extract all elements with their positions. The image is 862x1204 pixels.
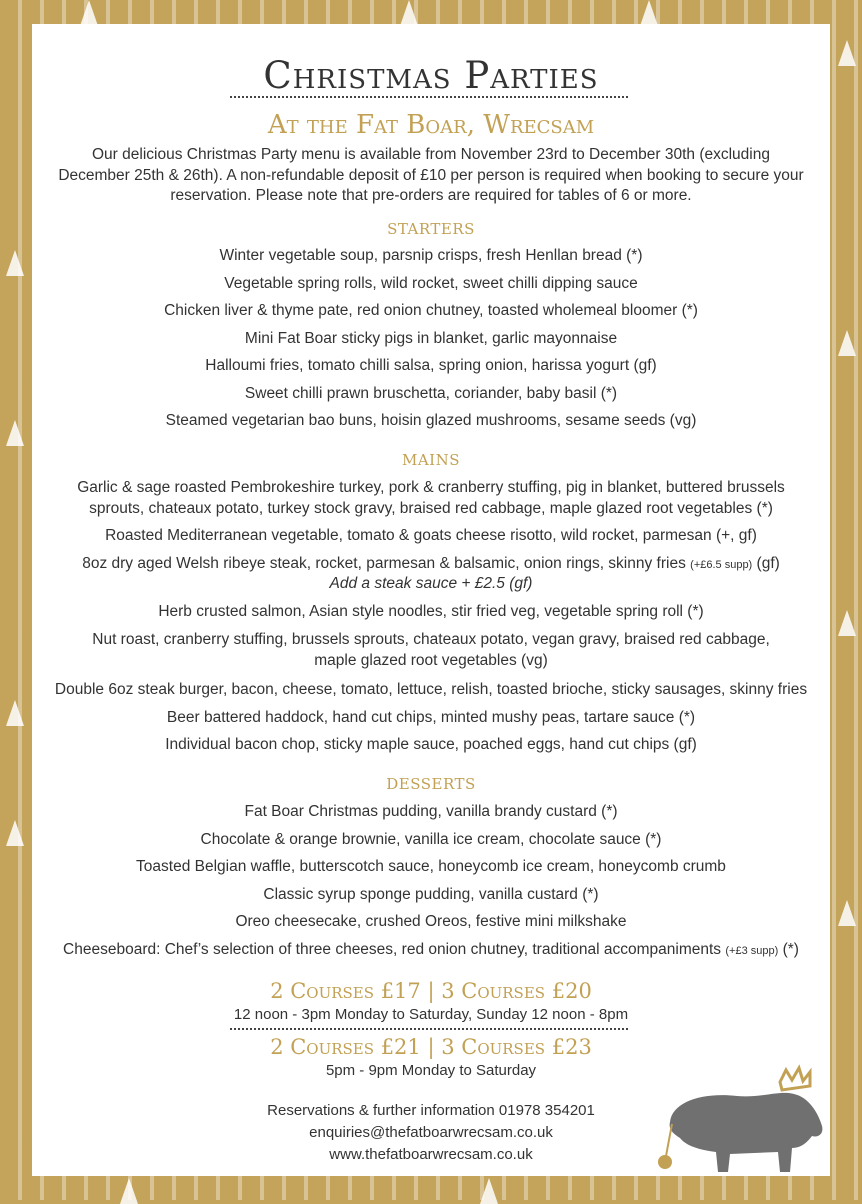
starter-item: Steamed vegetarian bao buns, hoisin glazed mushrooms, sesame seeds (vg): [165, 412, 697, 429]
steak-suffix: (gf): [756, 555, 780, 572]
dessert-item: Toasted Belgian waffle, butterscotch sauce, honeycomb ice cream, honeycomb crumb: [136, 858, 726, 875]
tree-icon: [838, 900, 856, 926]
evening-hours: 5pm - 9pm Monday to Saturday: [325, 1062, 537, 1079]
tree-icon: [6, 250, 24, 276]
main-item-steak: [32, 554, 830, 576]
starter-item: Vegetable spring rolls, wild rocket, sweet chilli dipping sauce: [224, 275, 638, 292]
contact-email[interactable]: enquiries@thefatboarwrecsam.co.uk: [309, 1124, 553, 1141]
steak-supplement: (+£6.5 supp): [690, 559, 753, 571]
steak-text: 8oz dry aged Welsh ribeye steak, rocket, parmesan & balsamic, onion rings, skinny fries: [82, 555, 686, 572]
tree-icon: [6, 700, 24, 726]
cheeseboard-suffix: (*): [782, 941, 799, 958]
lunch-hours: 12 noon - 3pm Monday to Saturday, Sunday 12 noon - 8pm: [233, 1006, 629, 1023]
main-item-turkey-line1: Garlic & sage roasted Pembrokeshire turkey, pork & cranberry stuffing, pig in blanket, buttered brussels: [77, 479, 785, 496]
menu-title: Christmas Parties: [263, 54, 599, 97]
starter-item: Sweet chilli prawn bruschetta, coriander, baby basil (*): [244, 385, 618, 402]
dessert-item: Oreo cheesecake, crushed Oreos, festive mini milkshake: [235, 913, 627, 930]
main-item-bacon-chop: Individual bacon chop, sticky maple sauce, poached eggs, hand cut chips (gf): [165, 736, 697, 753]
starter-item: Winter vegetable soup, parsnip crisps, fresh Henllan bread (*): [219, 247, 643, 264]
dessert-item: Classic syrup sponge pudding, vanilla custard (*): [263, 886, 599, 903]
boar-with-crown-icon: [652, 1064, 824, 1174]
mains-heading: MAINS: [401, 451, 461, 469]
main-item-salmon: Herb crusted salmon, Asian style noodles, stir fried veg, vegetable spring roll (*): [158, 603, 704, 620]
tree-icon: [400, 0, 418, 26]
tree-icon: [640, 0, 658, 26]
desserts-heading: DESSERTS: [386, 775, 476, 793]
tree-icon: [838, 330, 856, 356]
lunch-price: 2 Courses £17 | 3 Courses £20: [270, 979, 592, 1003]
menu-subtitle: At the Fat Boar, Wrecsam: [267, 110, 595, 140]
steak-sauce-note: Add a steak sauce + £2.5 (gf): [329, 575, 533, 592]
tree-icon: [6, 420, 24, 446]
tree-icon: [838, 40, 856, 66]
main-item-burger: Double 6oz steak burger, bacon, cheese, tomato, lettuce, relish, toasted brioche, sticky sausages, skinny fries: [54, 681, 808, 698]
main-item-nut-roast-line2: maple glazed root vegetables (vg): [314, 652, 548, 669]
tree-icon: [838, 610, 856, 636]
main-item-nut-roast-line1: Nut roast, cranberry stuffing, brussels sprouts, chateaux potato, vegan gravy, braised red cabbage,: [92, 631, 770, 648]
starter-item: Chicken liver & thyme pate, red onion chutney, toasted wholemeal bloomer (*): [164, 302, 698, 319]
intro-text: Our delicious Christmas Party menu is available from November 23rd to December 30th (excluding December 25th & 26th). A non-refundable deposit of £10 per person is required when booking to secure your reservation. Please note that pre-orders are required for tables of 6 or more.: [58, 146, 804, 204]
tree-icon: [480, 1178, 498, 1204]
dessert-item: Chocolate & orange brownie, vanilla ice cream, chocolate sauce (*): [200, 831, 662, 848]
tree-icon: [120, 1178, 138, 1204]
pricing-divider: [230, 1028, 628, 1030]
tail-icon: [666, 1124, 672, 1156]
dessert-item: Fat Boar Christmas pudding, vanilla brandy custard (*): [244, 803, 618, 820]
dessert-item-cheeseboard: [32, 940, 830, 962]
cheeseboard-text: Cheeseboard: Chef’s selection of three cheeses, red onion chutney, traditional accompaniments: [63, 941, 722, 958]
crown-icon: [780, 1068, 810, 1090]
boar-body-icon: [670, 1093, 823, 1172]
main-item-risotto: Roasted Mediterranean vegetable, tomato & goats cheese risotto, wild rocket, parmesan (+, gf): [105, 527, 757, 544]
contact-website[interactable]: www.thefatboarwrecsam.co.uk: [329, 1146, 533, 1163]
evening-price: 2 Courses £21 | 3 Courses £23: [270, 1035, 592, 1059]
bauble-icon: [658, 1155, 672, 1169]
starter-item: Halloumi fries, tomato chilli salsa, spring onion, harissa yogurt (gf): [205, 357, 657, 374]
menu-sheet: [32, 24, 830, 1176]
main-item-turkey-line2: sprouts, chateaux potato, turkey stock gravy, braised red cabbage, maple glazed root vegetables (*): [89, 500, 773, 517]
tree-icon: [80, 0, 98, 26]
starters-heading: STARTERS: [387, 220, 475, 238]
title-divider: [230, 96, 628, 98]
contact-phone: Reservations & further information 01978 354201: [267, 1102, 595, 1119]
starter-item: Mini Fat Boar sticky pigs in blanket, garlic mayonnaise: [244, 330, 618, 347]
main-item-haddock: Beer battered haddock, hand cut chips, minted mushy peas, tartare sauce (*): [166, 709, 696, 726]
tree-icon: [6, 820, 24, 846]
cheeseboard-supplement: (+£3 supp): [725, 945, 779, 957]
